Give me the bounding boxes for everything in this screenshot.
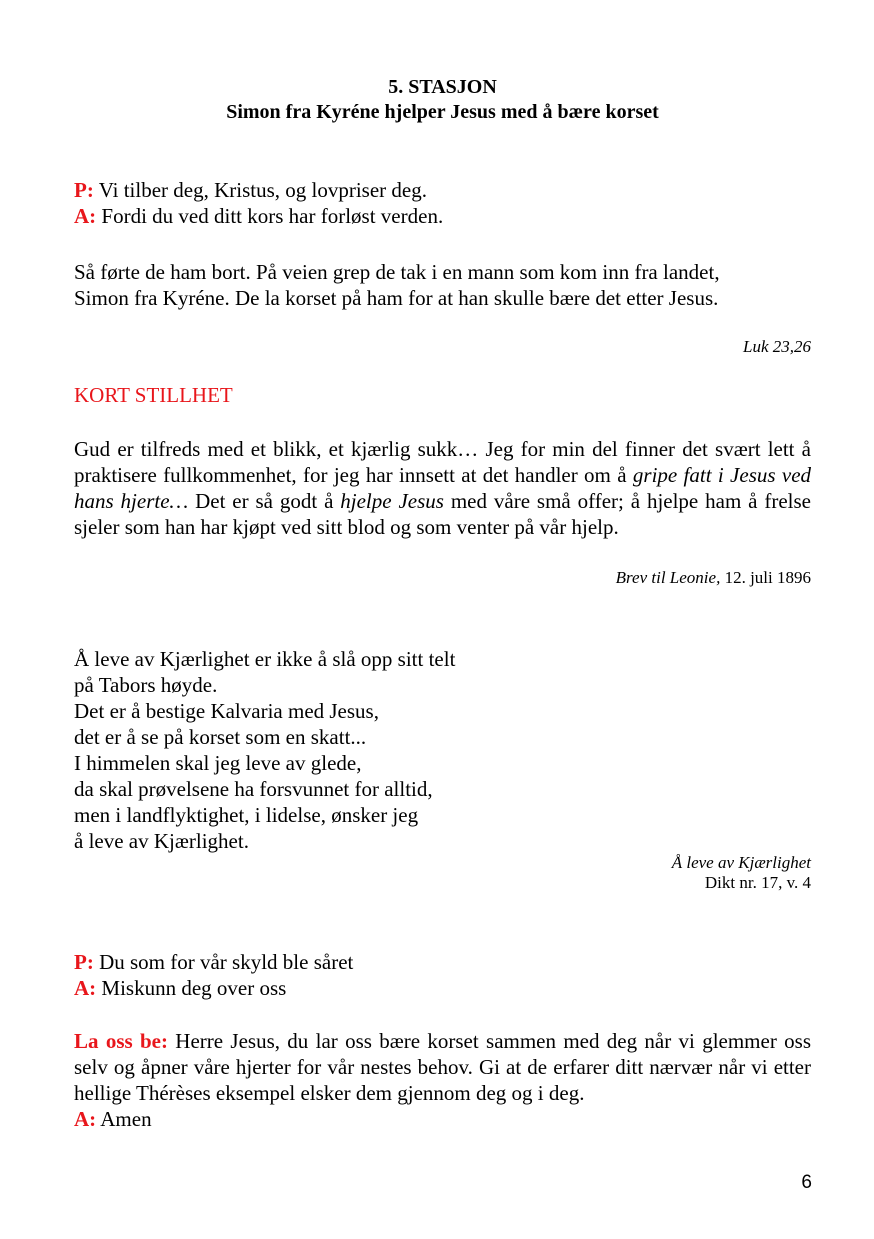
assembly-line: [74, 203, 811, 229]
assembly-label: A:: [74, 204, 97, 228]
priest-line: [74, 949, 811, 975]
prayer-label: La oss be:: [74, 1029, 168, 1053]
document-page: [74, 0, 811, 1239]
letter-emphasis: hjelpe Jesus: [340, 489, 444, 513]
priest-label: P:: [74, 178, 94, 202]
scripture-line: Simon fra Kyréne. De la korset på ham for at han skulle bære det etter Jesus.: [74, 286, 719, 310]
silence-heading: KORT STILLHET: [74, 383, 233, 407]
letter-text: med våre små offer; å hjelpe ham å frelse sjeler som han har kjøpt ved sitt blod og som venter på vår hjelp.: [74, 489, 812, 539]
station-heading: [74, 75, 811, 125]
letter-source-date: 12. juli 1896: [720, 568, 811, 587]
prayer-text: Herre Jesus, du lar oss bære korset sammen med deg når vi glemmer oss selv og åpner våre hjerter for vår nestes behov. Gi at de erfarer ditt nærvær når vi etter hellige Thérèses eksempel elsker dem gjennom deg og i deg.: [74, 1029, 811, 1105]
assembly-text: Fordi du ved ditt kors har forløst verden.: [96, 204, 444, 228]
closing-response: [74, 949, 811, 1001]
priest-text: Vi tilber deg, Kristus, og lovpriser deg.: [93, 178, 427, 202]
priest-label: P:: [74, 950, 94, 974]
amen-text: Amen: [96, 1107, 152, 1131]
page-number: 6: [801, 1172, 812, 1193]
station-subtitle: Simon fra Kyréne hjelper Jesus med å bære korset: [226, 101, 659, 123]
letter-text: Det er så godt å: [188, 489, 341, 513]
priest-line: [74, 177, 811, 203]
poem-line: Det er å bestige Kalvaria med Jesus,: [74, 699, 379, 723]
prayer: [74, 1028, 811, 1106]
poem-line: det er å se på korset som en skatt...: [74, 725, 367, 749]
poem-source: [74, 853, 811, 893]
poem: [74, 646, 811, 854]
assembly-label: A:: [74, 976, 97, 1000]
scripture-line: Så førte de ham bort. På veien grep de tak i en mann som kom inn fra landet,: [74, 260, 720, 284]
letter-quote: [74, 436, 811, 540]
scripture-reference: Luk 23,26: [743, 337, 811, 356]
letter-source-title: Brev til Leonie,: [615, 568, 721, 587]
poem-line: da skal prøvelsene ha forsvunnet for alltid,: [74, 777, 433, 801]
assembly-line: [74, 975, 811, 1001]
poem-source-title: Å leve av Kjærlighet: [671, 853, 811, 872]
poem-line: men i landflyktighet, i lidelse, ønsker jeg: [74, 803, 419, 827]
letter-text: Gud er tilfreds med et blikk, et kjærlig sukk… Jeg for min del finner det svært lett å praktisere fullkommenhet, for jeg har innsett at det handler om å: [74, 437, 811, 487]
scripture-passage: [74, 259, 811, 311]
letter-emphasis: gripe fatt i Jesus ved hans hjerte…: [74, 463, 812, 513]
poem-line: Å leve av Kjærlighet er ikke å slå opp sitt telt: [74, 647, 456, 671]
poem-line: I himmelen skal jeg leve av glede,: [74, 751, 362, 775]
poem-line: å leve av Kjærlighet.: [74, 829, 249, 853]
priest-text: Du som for vår skyld ble såret: [93, 950, 354, 974]
opening-response: [74, 177, 811, 229]
poem-line: på Tabors høyde.: [74, 673, 218, 697]
assembly-text: Miskunn deg over oss: [96, 976, 287, 1000]
letter-source: [74, 568, 811, 588]
amen-line: [74, 1106, 811, 1132]
assembly-label: A:: [74, 1107, 97, 1131]
station-number: 5. STASJON: [388, 76, 497, 98]
poem-source-ref: Dikt nr. 17, v. 4: [704, 873, 811, 892]
